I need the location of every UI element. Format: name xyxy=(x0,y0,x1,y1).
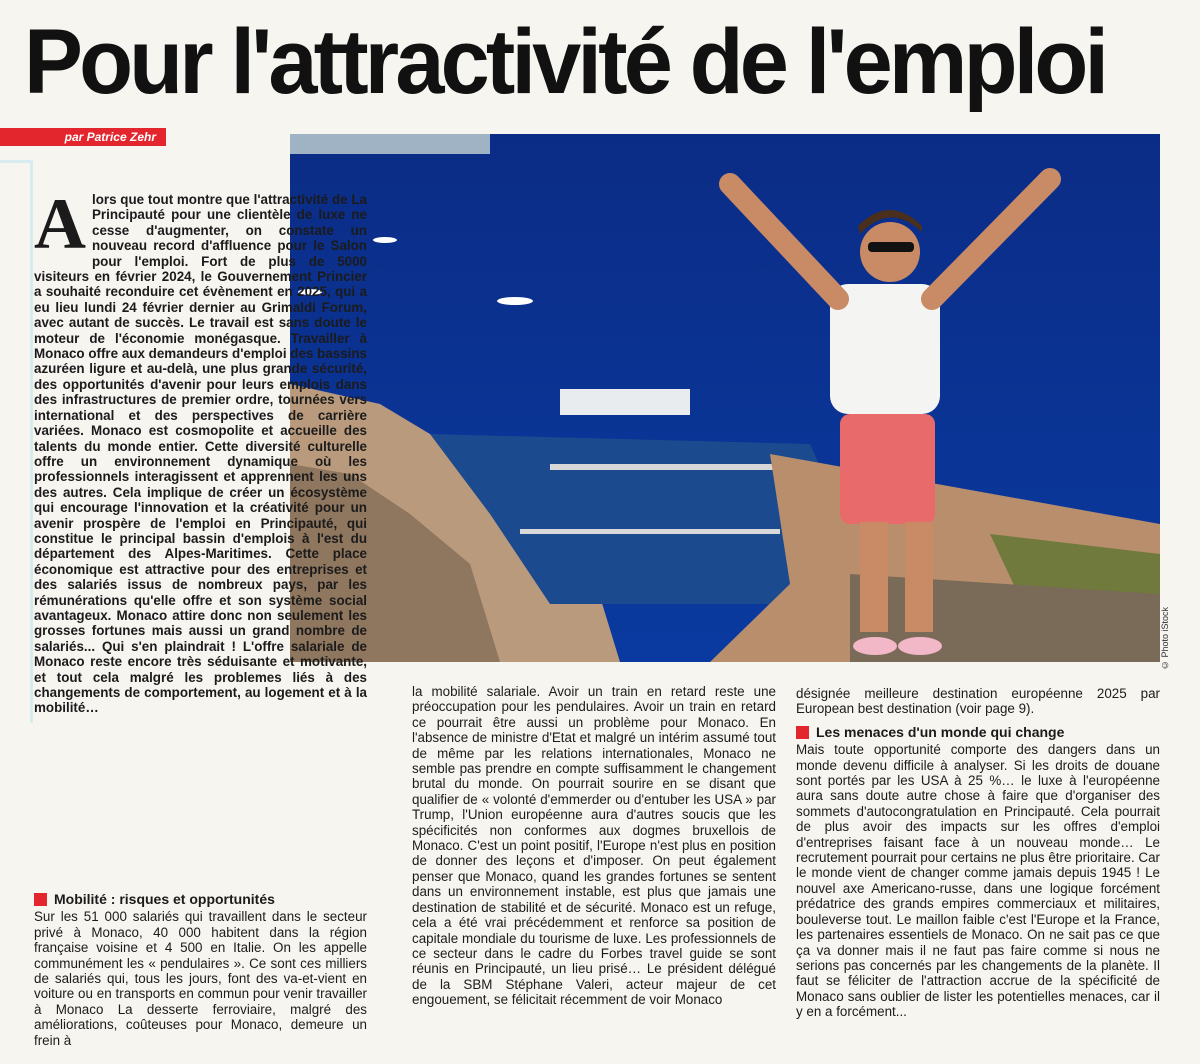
shoe-left xyxy=(853,637,897,655)
mobility-paragraph-end: désignée meilleure destination européenne 2025 par European best destination (voir page 9). xyxy=(796,686,1160,717)
cruise-ship xyxy=(560,389,690,415)
pier xyxy=(550,464,790,470)
red-square-icon xyxy=(34,893,47,906)
column-2 xyxy=(412,684,776,1008)
shorts xyxy=(840,414,935,524)
intro-column xyxy=(34,184,367,716)
decorative-frame xyxy=(0,160,33,723)
coastline-haze xyxy=(290,134,490,154)
column-1-lower xyxy=(34,892,367,1048)
red-square-icon xyxy=(796,726,809,739)
article-photo xyxy=(290,134,1160,662)
section-heading-threats: Les menaces d'un monde qui change xyxy=(796,725,1160,740)
intro-paragraph: lors que tout montre que l'attractivité de La Principauté pour une clientèle de luxe ne cesse d'augmenter, on constate un nouveau record d'affluence pour le Salon pour l'emploi. Fort de plus de 5000 visiteurs en février 2024, le Gouvernement Princier a souhaité reconduire cet évènement en 2025, qui a eu lieu lundi 24 février dernier au Grimaldi Forum, avec autant de succès. Le travail est sans doute le moteur de l'économie monégasque. Travailler à Monaco offre aux demandeurs d'emploi des bassins azuréen ligure et au-delà, une plus grande sécurité, des opportunités d'avenir pour leurs emplois dans des infrastructures de premier ordre, tournées vers international et des perspectives de carrière variées. Monaco est cosmopolite et accueille des talents du monde entier. Cette diversité culturelle offre un environnement dynamique où les professionnels interagissent et apprennent les uns des autres. Cela implique de créer un écosystème qui encourage l'innovation et la créativité pour un avenir prospère de l'emploi en Principauté, qui constitue le principal bassin d'emplois à l'est du département des Alpes-Maritimes. Cette place économique est attractive pour des entreprises et des salariés issus de nombreux pays, par les rémunérations qu'elle offre et son système social avantageux. Monaco attire donc non seulement les grosses fortunes mais aussi un grand nombre de salariés... Qui s'en plaindrait ! L'offre salariale de Monaco reste encore très séduisante et motivante, et tout cela malgré les problemes liés à des changements de comportement, au logement et à la mobilité… xyxy=(34,192,367,716)
boat xyxy=(373,237,397,243)
threats-paragraph: Mais toute opportunité comporte des dangers dans un monde devenu difficile à analyser. Si les droits de douane sont portés par les USA à 25 %… le luxe à l'européenne aura sans doute autre chose à faire que d'organiser des sommets d'autocongratulation en Principauté. Cela pourrait de plus avoir des impacts sur les offres d'emploi d'entreprises faisant face à un nouveau monde… Le recrutement pourrait pour certains ne plus être prioritaire. Car le monde vient de changer comme jamais depuis 1945 ! Le nouvel axe Americano-russe, dans une logique forcément prédatrice des grands empires commerciaux et militaires, bouleverse tout. Le maillon faible c'est l'Europe et la France, les partenaires essentiels de Monaco. On ne sait pas ce que ça va donner mais il ne faut pas faire comme si nous ne serions pas concernés par les changements de la planète. Il faut se féliciter de l'attraction accrue de la spécificité de Monaco sans oublier de lister les potentielles menaces, car il y en a forcément... xyxy=(796,742,1160,1020)
boat xyxy=(497,297,533,305)
leg-right xyxy=(905,522,933,632)
byline: par Patrice Zehr xyxy=(0,128,166,146)
photo-credit: © Photo iStock xyxy=(1160,606,1170,670)
leg-left xyxy=(860,522,888,632)
pier xyxy=(520,529,780,534)
mobility-paragraph: Sur les 51 000 salariés qui travaillent dans le secteur privé à Monaco, 40 000 habitent dans la région française voisine et 4 500 en Italie. On les appelle communément les « pendulaires ». Ce sont ces milliers de salariés qui, tous les jours, font des va-et-vient en voiture ou en transports en commun pour venir travailler à Monaco La desserte ferroviaire, malgré des améliorations, coûteuses pour Monaco, demeure un frein à xyxy=(34,909,367,1048)
photo-illustration xyxy=(290,134,1160,662)
drop-cap: A xyxy=(34,184,86,264)
column-3 xyxy=(796,686,1160,1020)
headline: Pour l'attractivité de l'emploi xyxy=(24,11,1106,113)
section-heading-mobility: Mobilité : risques et opportunités xyxy=(34,892,367,907)
sunglasses xyxy=(868,242,914,252)
mobility-paragraph-continued: la mobilité salariale. Avoir un train en retard reste une préoccupation pour les pendulaires. Avoir un train en retard ce pourrait être aussi un problème pour Monaco. En l'absence de ministre d'Etat et malgré un intérim assumé tout de même par les relations internationales, Monaco ne semble pas prendre en compte suffisamment le changement brutal du monde. On pourrait sourire en se disant que qualifier de « volonté d'emmerder ou d'entuber les USA » par Trump, l'Union européenne aura d'autres soucis que les spécificités non conformes aux dogmes bruxellois de Monaco. C'est un point positif, l'Europe n'est plus en position de donner des leçons et d'imposer. On peut également penser que Monaco, quand les grandes fortunes se sentent dans un environnement instable, est plus que jamais une destination de stabilité et de sécurité. Monaco est un refuge, cela a été vrai précédemment et renforce sa position de capitale mondiale du tourisme de luxe. Les professionnels de ce secteur dans le cadre du Forbes travel guide se sont réunis en Principauté, un lieu prisé… Le président délégué de la SBM Stéphane Valeri, acteur majeur de cet engouement, se félicitait récemment de voir Monaco xyxy=(412,684,776,1008)
shoe-right xyxy=(898,637,942,655)
